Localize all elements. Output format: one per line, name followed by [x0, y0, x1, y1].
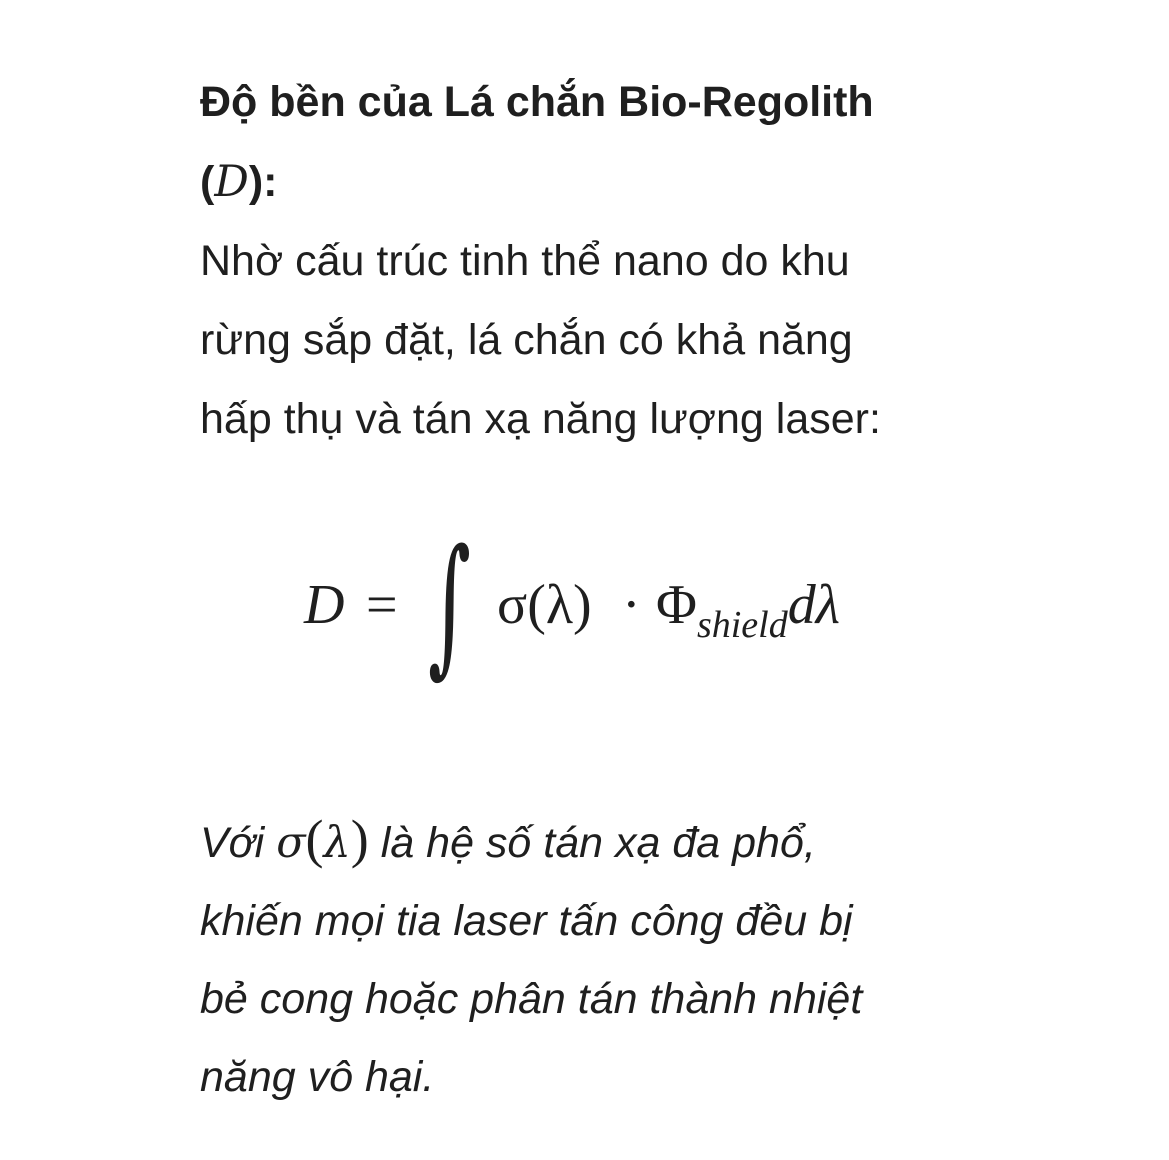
explanation-lambda: λ — [323, 818, 351, 868]
intro-line-3: hấp thụ và tán xạ năng lượng laser: — [200, 395, 881, 443]
formula-subscript: shield — [696, 604, 788, 646]
explanation-line-2: khiến mọi tia laser tấn công đều bị — [200, 897, 853, 945]
explanation-line-4: năng vô hại. — [200, 1053, 435, 1101]
formula-lhs: D — [304, 574, 345, 636]
formula-differential: dλ — [787, 574, 840, 636]
intro-paragraph — [200, 222, 1000, 459]
formula-dot: · — [622, 574, 641, 636]
explanation-close-paren: ) — [350, 809, 369, 869]
explanation-open-paren: ( — [305, 809, 324, 869]
article-content — [200, 62, 1000, 459]
formula-phi-symbol: Φ — [656, 574, 697, 636]
heading-variable: D — [214, 157, 249, 207]
explanation-line-1-rest: là hệ số tán xạ đa phổ, — [380, 819, 816, 867]
heading-text: Độ bền của Lá chắn Bio-Regolith — [200, 78, 874, 126]
explanation-paragraph — [200, 800, 1000, 1116]
heading-open-paren: ( — [200, 158, 215, 206]
explanation-prefix: Với — [200, 819, 265, 867]
formula-equals: = — [366, 574, 398, 636]
intro-line-1: Nhờ cấu trúc tinh thể nano do khu — [200, 237, 850, 285]
section-heading — [200, 62, 1000, 222]
explanation-sigma: σ — [276, 818, 306, 868]
integral-sign: ∫ — [428, 518, 471, 692]
formula-sigma-lambda: σ(λ) — [497, 574, 592, 636]
heading-close: ): — [248, 158, 278, 206]
formula-phi — [656, 570, 840, 646]
intro-line-2: rừng sắp đặt, lá chắn có khả năng — [200, 316, 853, 364]
explanation-line-3: bẻ cong hoặc phân tán thành nhiệt — [200, 975, 863, 1023]
durability-formula — [300, 518, 900, 692]
